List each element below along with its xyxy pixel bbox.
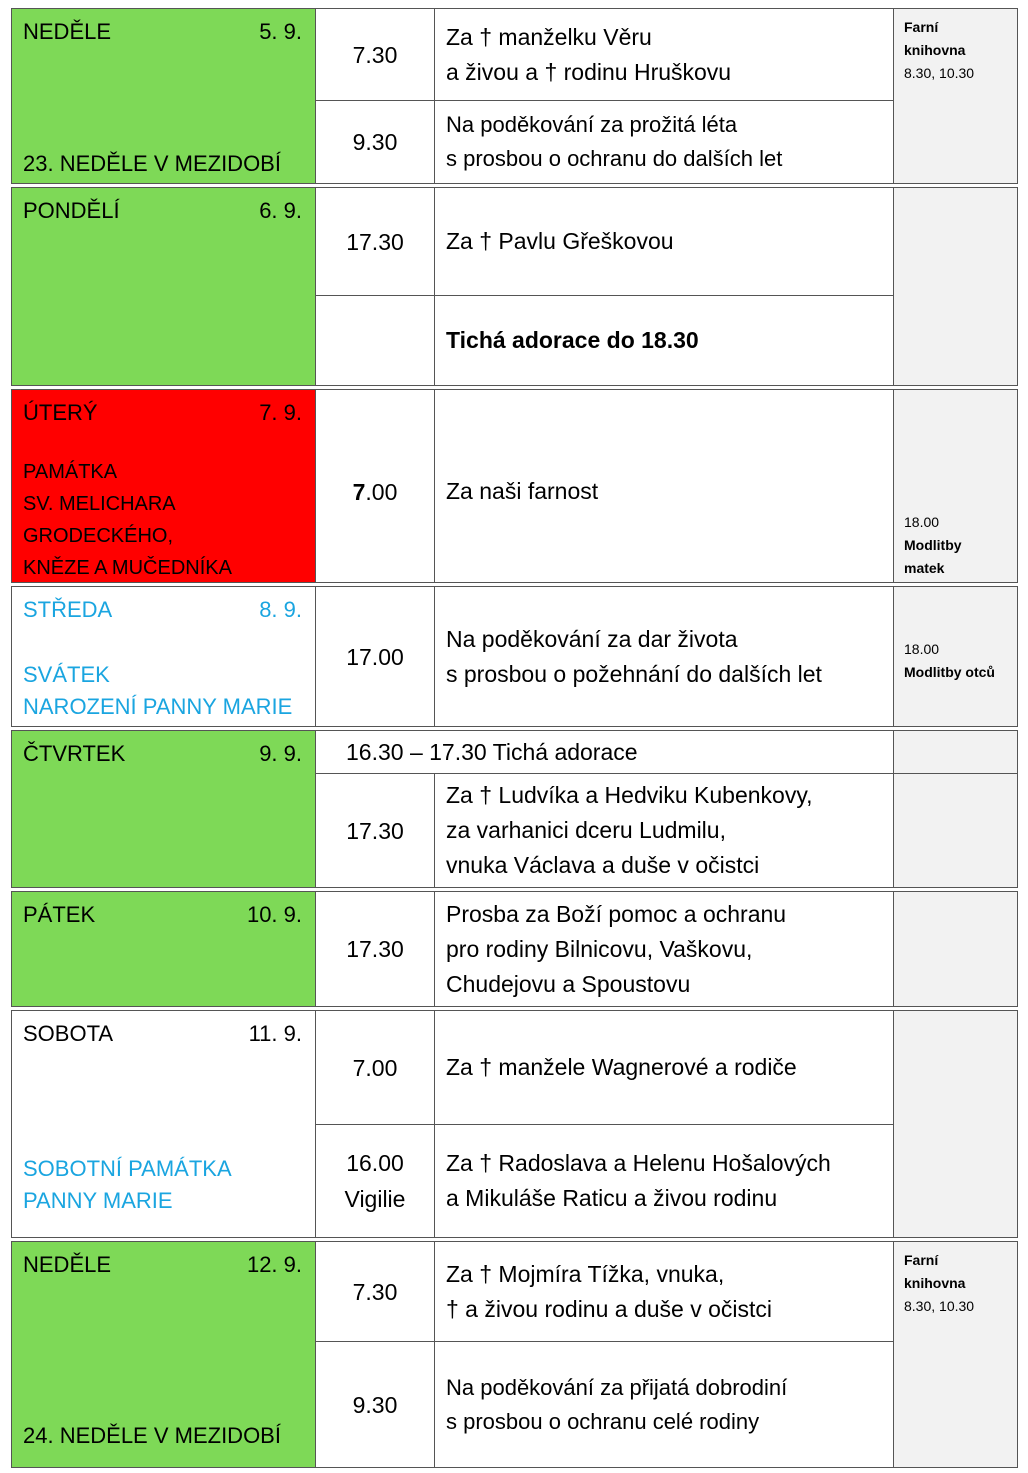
day-row-sunday-5 — [12, 9, 1018, 101]
day-row-wednesday — [12, 587, 1018, 727]
day-name: SOBOTA — [23, 1021, 114, 1046]
feast-line: SOBOTNÍ PAMÁTKA — [23, 1156, 232, 1181]
mass-time: 7.30 — [316, 9, 435, 101]
intention-line: † a živou rodinu a duše v očistci — [446, 1295, 773, 1322]
intention-line: Za † Pavlu Gřeškovou — [446, 228, 674, 254]
mass-time: 17.30 — [316, 774, 435, 888]
note-cell — [894, 731, 1018, 774]
day-row-sunday-12 — [12, 1242, 1018, 1342]
library-times: 8.30, 10.30 — [904, 1298, 975, 1314]
library-label: Farní — [904, 1252, 939, 1268]
intention-line: Za † Ludvíka a Hedviku Kubenkovy, — [446, 782, 813, 808]
day-cell — [12, 390, 316, 583]
mass-schedule-table — [11, 8, 1018, 1468]
day-cell — [12, 892, 316, 1007]
mass-time-line: Vigilie — [344, 1186, 406, 1212]
mass-time: 17.30 — [316, 892, 435, 1007]
day-date: 12. 9. — [246, 1252, 302, 1277]
mass-intention — [435, 390, 894, 583]
library-label: Farní — [904, 19, 939, 35]
day-date: 7. 9. — [259, 400, 302, 425]
feast-line: SVÁTEK — [23, 662, 110, 687]
memorial-line: GRODECKÉHO, — [23, 525, 174, 547]
day-cell — [12, 587, 316, 727]
intention-line: Na poděkování za dar života — [446, 625, 738, 652]
day-name: STŘEDA — [23, 597, 113, 622]
memorial-text — [23, 456, 232, 584]
feast-text — [23, 1153, 232, 1217]
day-date: 10. 9. — [246, 902, 302, 927]
intention-line: s prosbou o ochranu do dalších let — [446, 146, 783, 171]
mass-time: 9.30 — [316, 101, 435, 184]
intention-line: s prosbou o požehnání do dalších let — [446, 660, 822, 687]
day-name: ČTVRTEK — [23, 741, 126, 766]
day-date: 11. 9. — [248, 1021, 302, 1046]
day-cell — [12, 1011, 316, 1238]
mass-time — [316, 296, 435, 386]
intention-line: Prosba za Boží pomoc a ochranu — [446, 900, 787, 927]
day-cell — [12, 1242, 316, 1468]
note-cell — [894, 1242, 1018, 1468]
mass-intention — [435, 1125, 894, 1238]
feast-line: PANNY MARIE — [23, 1188, 173, 1213]
day-date: 6. 9. — [259, 198, 302, 223]
day-name: NEDĚLE — [23, 19, 112, 44]
mass-time — [316, 1125, 435, 1238]
day-row-monday — [12, 188, 1018, 296]
library-label: knihovna — [904, 42, 966, 58]
day-name: ÚTERÝ — [23, 400, 98, 425]
note-cell — [894, 188, 1018, 386]
mass-intention — [435, 892, 894, 1007]
note-cell — [894, 774, 1018, 888]
note-cell — [894, 1011, 1018, 1238]
mass-intention — [435, 1011, 894, 1125]
day-name: PONDĚLÍ — [23, 198, 120, 223]
intention-line: Za † manželku Věru — [446, 23, 652, 50]
mass-time — [316, 390, 435, 583]
day-date: 5. 9. — [259, 19, 302, 44]
note-cell — [894, 390, 1018, 583]
day-row-friday — [12, 892, 1018, 1007]
mass-intention — [435, 9, 894, 101]
day-name: NEDĚLE — [23, 1252, 112, 1277]
day-row-saturday — [12, 1011, 1018, 1125]
mass-intention — [435, 188, 894, 296]
mass-time: 9.30 — [316, 1342, 435, 1468]
day-row-tuesday — [12, 390, 1018, 583]
day-row-thursday — [12, 731, 1018, 774]
intention-line: vnuka Václava a duše v očistci — [446, 852, 760, 878]
intention-line: Za naši farnost — [446, 478, 599, 504]
intention-line: a živou a † rodinu Hruškovu — [446, 58, 732, 85]
day-date: 8. 9. — [259, 597, 302, 622]
day-cell — [12, 731, 316, 888]
note-label: Modlitby — [904, 537, 962, 553]
day-cell — [12, 188, 316, 386]
memorial-line: KNĚZE A MUČEDNÍKA — [23, 557, 232, 579]
note-time: 18.00 — [904, 640, 940, 657]
mass-intention — [435, 1242, 894, 1342]
note-cell — [894, 892, 1018, 1007]
day-cell — [12, 9, 316, 184]
mass-time: 17.30 — [316, 188, 435, 296]
mass-time: 7.30 — [316, 1242, 435, 1342]
mass-intention — [435, 101, 894, 184]
mass-time: 17.00 — [316, 587, 435, 727]
intention-line: za varhanici dceru Ludmilu, — [446, 817, 726, 843]
mass-time-minutes: .00 — [365, 479, 398, 505]
feast-line: NAROZENÍ PANNY MARIE — [23, 694, 293, 719]
intention-line: Za † manžele Wagnerové a rodiče — [446, 1054, 797, 1080]
memorial-line: PAMÁTKA — [23, 461, 118, 483]
library-times: 8.30, 10.30 — [904, 65, 975, 81]
feast-text — [23, 659, 292, 723]
note-time: 18.00 — [904, 514, 940, 530]
mass-intention — [435, 587, 894, 727]
adoration-text: 16.30 – 17.30 Tichá adorace — [316, 731, 894, 774]
note-cell — [894, 587, 1018, 727]
intention-line: s prosbou o ochranu celé rodiny — [446, 1408, 760, 1434]
mass-intention — [435, 1342, 894, 1468]
note-cell — [894, 9, 1018, 184]
intention-line: Chudejovu a Spoustovu — [446, 970, 691, 997]
intention-line: Za † Mojmíra Tížka, vnuka, — [446, 1260, 725, 1287]
intention-line: a Mikuláše Raticu a živou rodinu — [446, 1185, 778, 1211]
note-label: Modlitby otců — [904, 663, 995, 680]
intention-line: Na poděkování za prožitá léta — [446, 112, 738, 137]
day-date: 9. 9. — [259, 741, 302, 766]
day-feast: 23. NEDĚLE V MEZIDOBÍ — [23, 151, 281, 176]
note-label: matek — [904, 560, 945, 576]
mass-time-hour: 7 — [352, 479, 366, 505]
adoration-text: Tichá adorace do 18.30 — [435, 296, 894, 386]
intention-line: Za † Radoslava a Helenu Hošalových — [446, 1150, 831, 1176]
mass-intention — [435, 774, 894, 888]
mass-time: 7.00 — [316, 1011, 435, 1125]
intention-line: pro rodiny Bilnicovu, Vaškovu, — [446, 935, 753, 962]
memorial-line: SV. MELICHARA — [23, 493, 176, 515]
mass-time-line: 16.00 — [346, 1150, 404, 1176]
day-feast: 24. NEDĚLE V MEZIDOBÍ — [23, 1423, 281, 1448]
intention-line: Na poděkování za přijatá dobrodiní — [446, 1374, 788, 1400]
day-name: PÁTEK — [23, 902, 96, 927]
library-label: knihovna — [904, 1275, 966, 1291]
